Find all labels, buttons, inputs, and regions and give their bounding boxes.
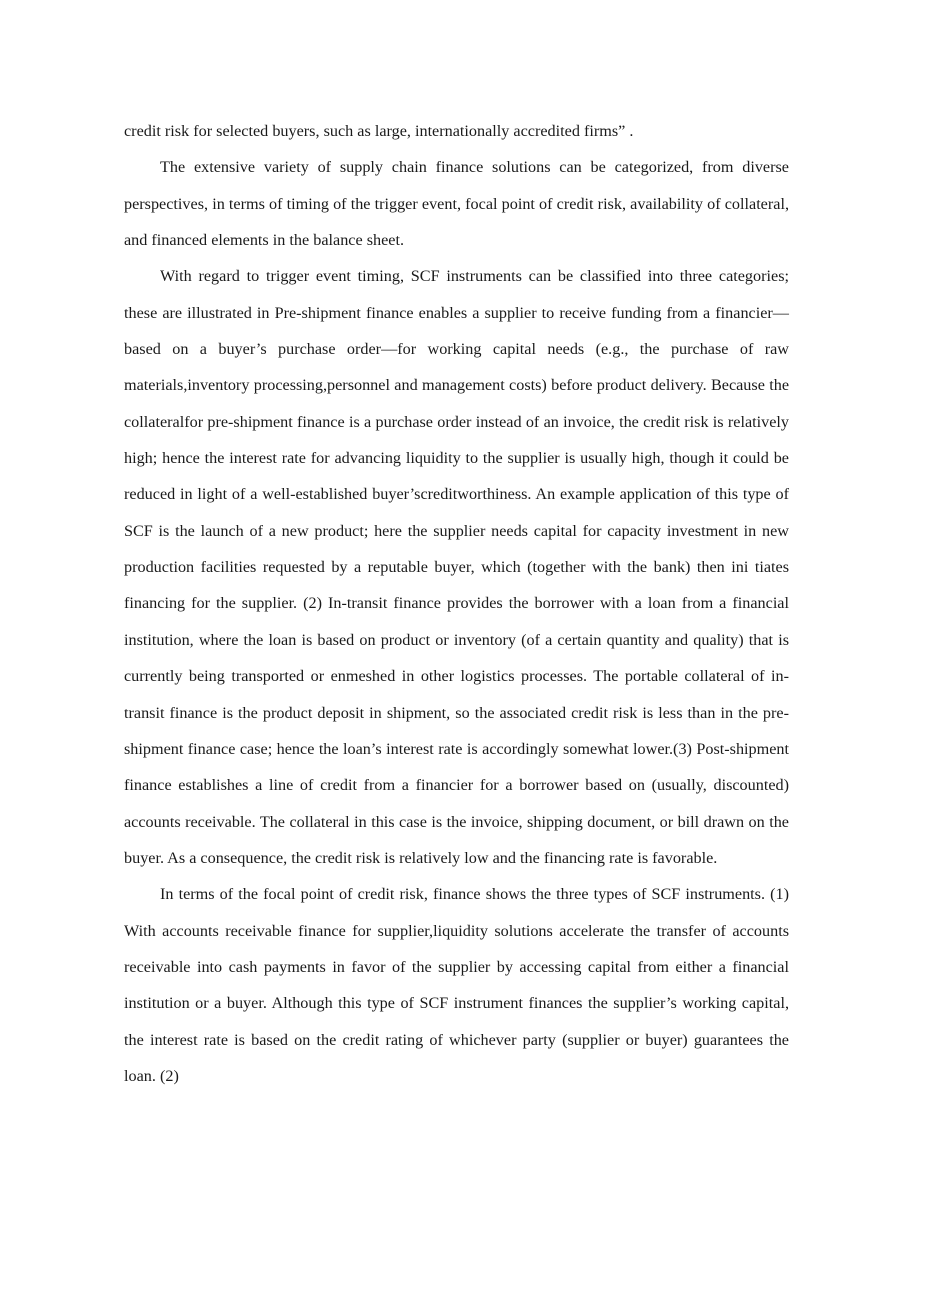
paragraph-focal-credit-risk: In terms of the focal point of credit risk, finance shows the three types of SCF instruments. (1) With accounts receivable finance for supplier,liquidity solutions accelerate the transfer of accounts receivable into cash payments in favor of the supplier by accessing capital from either a financial institution or a buyer. Although this type of SCF instrument finances the supplier’s working capital, the interest rate is based on the credit rating of whichever party (supplier or buyer) guarantees the loan. (2)	[124, 885, 789, 1085]
paragraph-trigger-event-timing: With regard to trigger event timing, SCF instruments can be classified into three categories; these are illustrated in Pre-shipment finance enables a supplier to receive funding from a financier—based on a buyer’s purchase order—for working capital needs (e.g., the purchase of raw materials,inventory processing,personnel and management costs) before product delivery. Because the collateralfor pre-shipment finance is a purchase order instead of an invoice, the credit risk is relatively high; hence the interest rate for advancing liquidity to the supplier is usually high, though it could be reduced in light of a well-established buyer’screditworthiness. An example application of this type of SCF is the launch of a new product; here the supplier needs capital for capacity investment in new production facilities requested by a reputable buyer, which (together with the bank) then ini tiates financing for the supplier. (2) In-transit finance provides the borrower with a loan from a financial institution, where the loan is based on product or inventory (of a certain quantity and quality) that is currently being transported or enmeshed in other logistics processes. The portable collateral of in-transit finance is the product deposit in shipment, so the associated credit risk is less than in the pre-shipment finance case; hence the loan’s interest rate is accordingly somewhat lower.(3) Post-shipment finance establishes a line of credit from a financier for a borrower based on (usually, discounted) accounts receivable. The collateral in this case is the invoice, shipping document, or bill drawn on the buyer. As a consequence, the credit risk is relatively low and the financing rate is favorable.	[124, 267, 789, 867]
paragraph-continuation: credit risk for selected buyers, such as large, internationally accredited firms” .	[124, 122, 634, 140]
document-page	[124, 113, 789, 1094]
paragraph-scf-categories: The extensive variety of supply chain finance solutions can be categorized, from diverse perspectives, in terms of timing of the trigger event, focal point of credit risk, availability of collateral, and financed elements in the balance sheet.	[124, 158, 789, 250]
